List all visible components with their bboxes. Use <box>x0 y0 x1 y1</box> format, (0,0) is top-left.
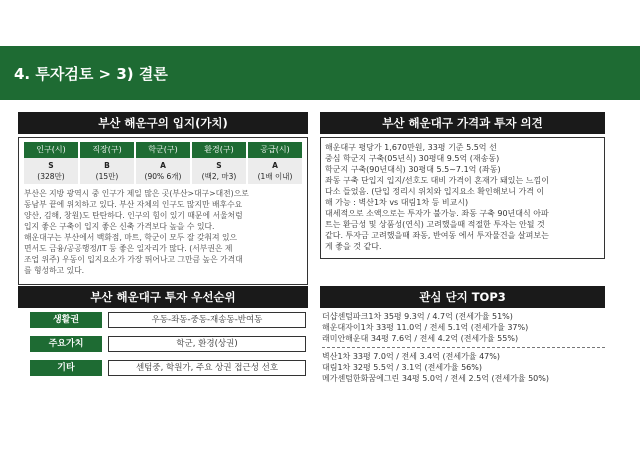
grade-cell-environment <box>192 158 246 184</box>
grade-cell-jobs <box>80 158 134 184</box>
grade-note: (328만) <box>37 172 65 181</box>
text-line: 조업 위주) 우동이 입지요소가 가장 뛰어나고 그만큼 높은 가격대 <box>24 255 243 264</box>
opinion-line: 학군지 구축(90년대식) 30평대 5.5~7.1억 (좌동) <box>325 165 501 174</box>
opinion-line: 트는 환금성 및 상품성(연식) 고려했을때 적절한 투자는 안될 것 <box>325 220 545 229</box>
page-title: 4. 투자검토 > 3) 결론 <box>14 65 168 83</box>
priority-label-main-value: 주요가치 <box>30 336 102 352</box>
text-line: 를 형성하고 있다. <box>24 266 85 275</box>
grade-cell-supply <box>248 158 302 184</box>
text-line: 양산, 김해, 창원)도 탄탄하다. 인구의 힘이 있기 때문에 서울처럼 <box>24 211 243 220</box>
text-line: 동남부 끝에 위치하고 있다. 부산 자체의 인구도 많지만 배후수요 <box>24 200 243 209</box>
group-divider <box>322 347 605 348</box>
opinion-line: 다소 들었음. (단입 정리시 위치와 입지요소 확인해보니 가격 이 <box>325 187 545 196</box>
price-opinion-box <box>320 137 605 259</box>
text-line: 부산은 지방 광역시 중 인구가 제일 많은 곳(부산>대구>대전)으로 <box>24 189 249 198</box>
complex-item: 메가센텀한화꿈에그린 34평 5.0억 / 전세 2.5억 (전세가율 50%) <box>322 374 549 383</box>
top3-list <box>322 311 605 384</box>
price-opinion-title: 부산 해운대구 가격과 투자 의견 <box>320 112 605 134</box>
opinion-line: 같다. 투자금 고려했을때 좌동, 반여동 에서 투자물건을 살펴보는 <box>325 231 549 240</box>
priority-value-living-area: 우동-좌동-중동-재송동-반여동 <box>108 312 306 328</box>
priority-label-living-area: 생활권 <box>30 312 102 328</box>
complex-item: 해운대자이1차 33평 11.0억 / 전세 5.1억 (전세가율 37%) <box>322 323 529 332</box>
text-line: 해운대구는 부산에서 백화점, 마트, 학군이 모두 잘 갖춰져 있으 <box>24 233 238 242</box>
grade-value: A <box>272 161 278 170</box>
top3-title: 관심 단지 TOP3 <box>320 286 605 308</box>
grade-cell-population <box>24 158 78 184</box>
location-analysis-text <box>24 188 306 276</box>
col-head-environment: 환경(구) <box>192 142 246 158</box>
col-head-supply: 공급(시) <box>248 142 302 158</box>
complex-item: 대림1차 32평 5.5억 / 3.1억 (전세가율 56%) <box>322 363 482 372</box>
location-value-title: 부산 해운구의 입지(가치) <box>18 112 308 134</box>
opinion-line: 대세적으로 소액으로는 투자가 불가능. 좌동 구축 90년대식 아파 <box>325 209 549 218</box>
opinion-line: 좌동 구축 단입지 입지/선호도 대비 가격이 혼재가 돼있는 느낌이 <box>325 176 549 185</box>
grade-value: S <box>216 161 222 170</box>
investment-priority-title: 부산 해운대구 투자 우선순위 <box>18 286 308 308</box>
grade-note: (90% 6개) <box>144 172 182 181</box>
priority-value-other: 센텀중, 학원가, 주요 상권 접근성 선호 <box>108 360 306 376</box>
text-line: 입지 좋은 구축이 입지 좋은 신축 가격보다 높을 수 있다. <box>24 222 215 231</box>
col-head-school: 학군(구) <box>136 142 190 158</box>
opinion-line: 해운대구 평당가 1,670만원, 33평 기준 5.5억 선 <box>325 143 497 152</box>
opinion-line: 중심 학군지 구축(05년식) 30평대 9.5억 (재송동) <box>325 154 500 163</box>
priority-label-other: 기타 <box>30 360 102 376</box>
complex-item: 벽산1차 33평 7.0억 / 전세 3.4억 (전세가율 47%) <box>322 352 500 361</box>
priority-value-main-value: 학군, 환경(상권) <box>108 336 306 352</box>
opinion-line: 해 가능 : 벽산1차 vs 대림1차 등 비교시) <box>325 198 469 207</box>
opinion-line: 게 좋을 것 같다. <box>325 242 382 251</box>
complex-item: 더샵센텀파크1차 35평 9.3억 / 4.7억 (전세가율 51%) <box>322 312 513 321</box>
text-line: 면서도 금융/공공행정/IT 등 좋은 일자리가 많다. (서부권은 제 <box>24 244 233 253</box>
grade-note: (15만) <box>95 172 119 181</box>
grade-value: S <box>48 161 54 170</box>
col-head-population: 인구(시) <box>24 142 78 158</box>
section-header-bar <box>0 46 640 100</box>
grade-value: A <box>160 161 166 170</box>
grade-cell-school <box>136 158 190 184</box>
complex-item: 래미안해운대 34평 7.6억 / 전세 4.2억 (전세가율 55%) <box>322 334 519 343</box>
grade-note: (백2, 마3) <box>201 172 237 181</box>
grade-value: B <box>104 161 110 170</box>
col-head-jobs: 직장(구) <box>80 142 134 158</box>
grade-note: (1배 이내) <box>257 172 293 181</box>
